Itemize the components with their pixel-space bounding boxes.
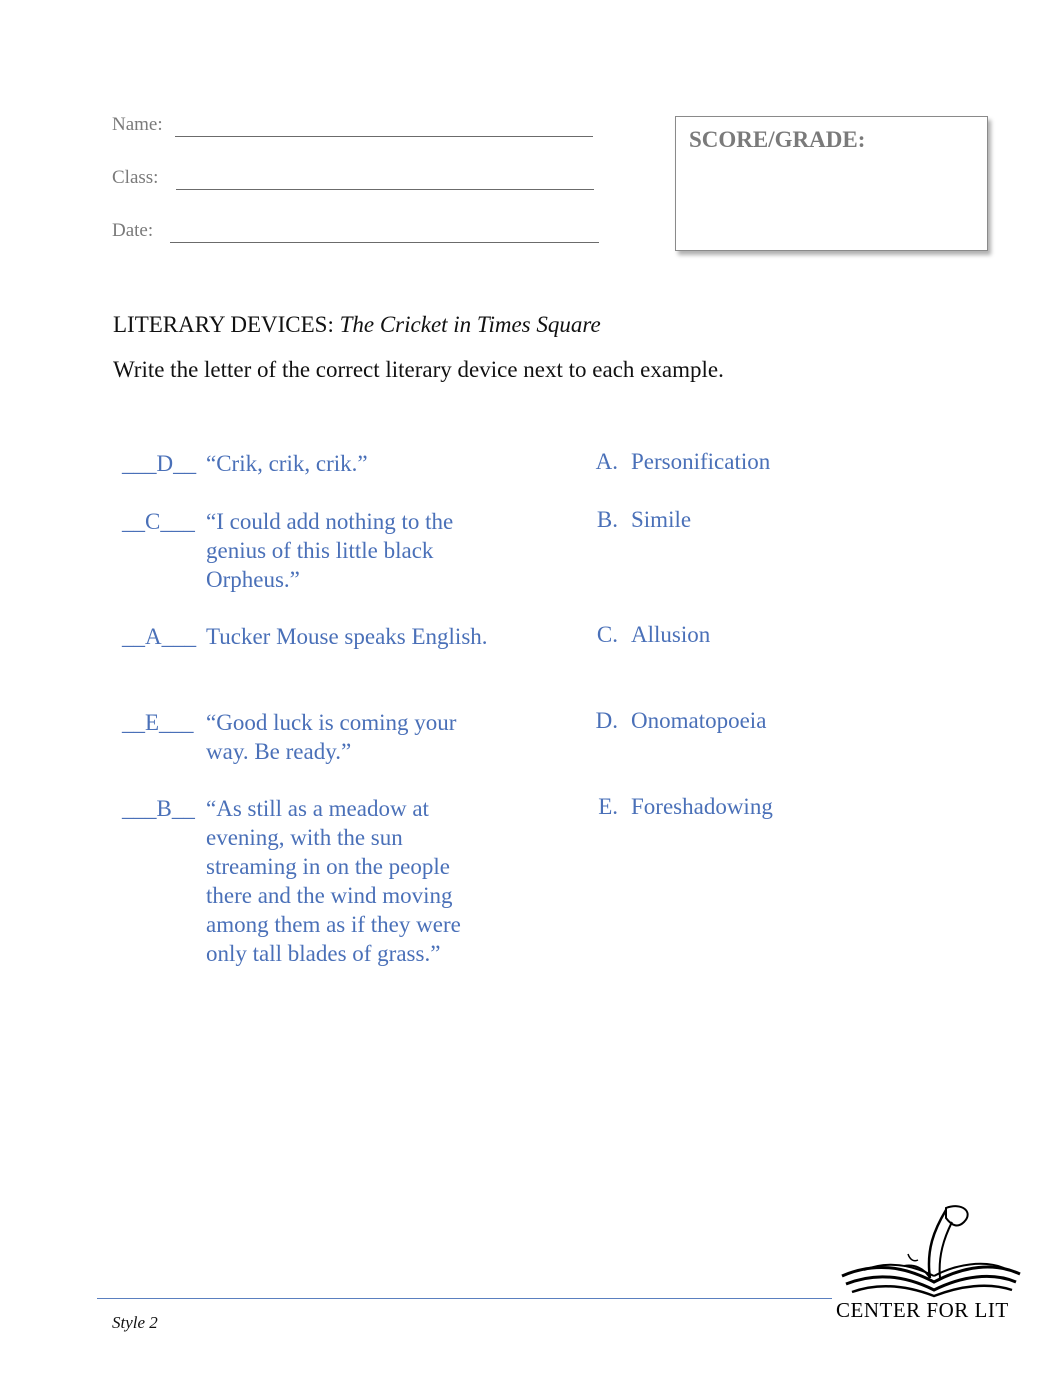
question-text-2: “I could add nothing to the genius of this little black Orpheus.” <box>206 509 454 592</box>
question-text-1: “Crik, crik, crik.” <box>206 451 368 476</box>
page-title <box>113 312 601 338</box>
logo-text: CENTER FOR LIT <box>836 1298 1009 1322</box>
answer-blank-3[interactable]: __A___ <box>122 624 197 649</box>
question-text-3: Tucker Mouse speaks English. <box>206 624 488 649</box>
name-field[interactable] <box>112 114 163 136</box>
score-grade-box <box>675 116 988 251</box>
date-field[interactable] <box>112 220 153 242</box>
book-title: The Cricket in Times Square <box>339 312 601 337</box>
date-label: Date: <box>112 220 154 241</box>
center-for-lit-logo <box>834 1200 1024 1326</box>
question-text-5: “As still as a meadow at evening, with the sun streaming in on the people there and the wind moving among them as if they were only tall blades of grass.” <box>206 796 461 966</box>
option-label-c: Allusion <box>631 622 711 647</box>
score-grade-label: SCORE/GRADE: <box>689 127 866 152</box>
option-letter-d: D. <box>595 708 618 733</box>
footer-divider <box>97 1298 832 1299</box>
option-label-d: Onomatopoeia <box>631 708 767 733</box>
answer-blank-4[interactable]: __E___ <box>122 710 194 735</box>
option-label-b: Simile <box>631 507 692 532</box>
answer-blank-2[interactable]: __C___ <box>122 509 195 534</box>
date-line[interactable] <box>170 242 599 243</box>
answer-blank-5[interactable]: ___B__ <box>122 796 195 821</box>
title-prefix: LITERARY DEVICES: <box>113 312 334 337</box>
option-label-e: Foreshadowing <box>631 794 773 819</box>
option-letter-e: E. <box>598 794 618 819</box>
name-label: Name: <box>112 114 163 135</box>
name-line[interactable] <box>175 136 593 137</box>
option-label-a: Personification <box>631 449 771 474</box>
answer-blank-1[interactable]: ___D__ <box>122 451 197 476</box>
pelican-book-icon <box>834 1200 1024 1300</box>
class-field[interactable] <box>112 167 158 189</box>
option-letter-c: C. <box>596 622 618 647</box>
option-letter-b: B. <box>596 507 618 532</box>
option-letter-a: A. <box>595 449 618 474</box>
instructions: Write the letter of the correct literary device next to each example. <box>113 357 724 382</box>
class-label: Class: <box>112 167 159 188</box>
style-label: Style 2 <box>112 1313 158 1332</box>
class-line[interactable] <box>176 189 594 190</box>
question-text-4: “Good luck is coming your way. Be ready.” <box>206 710 457 764</box>
